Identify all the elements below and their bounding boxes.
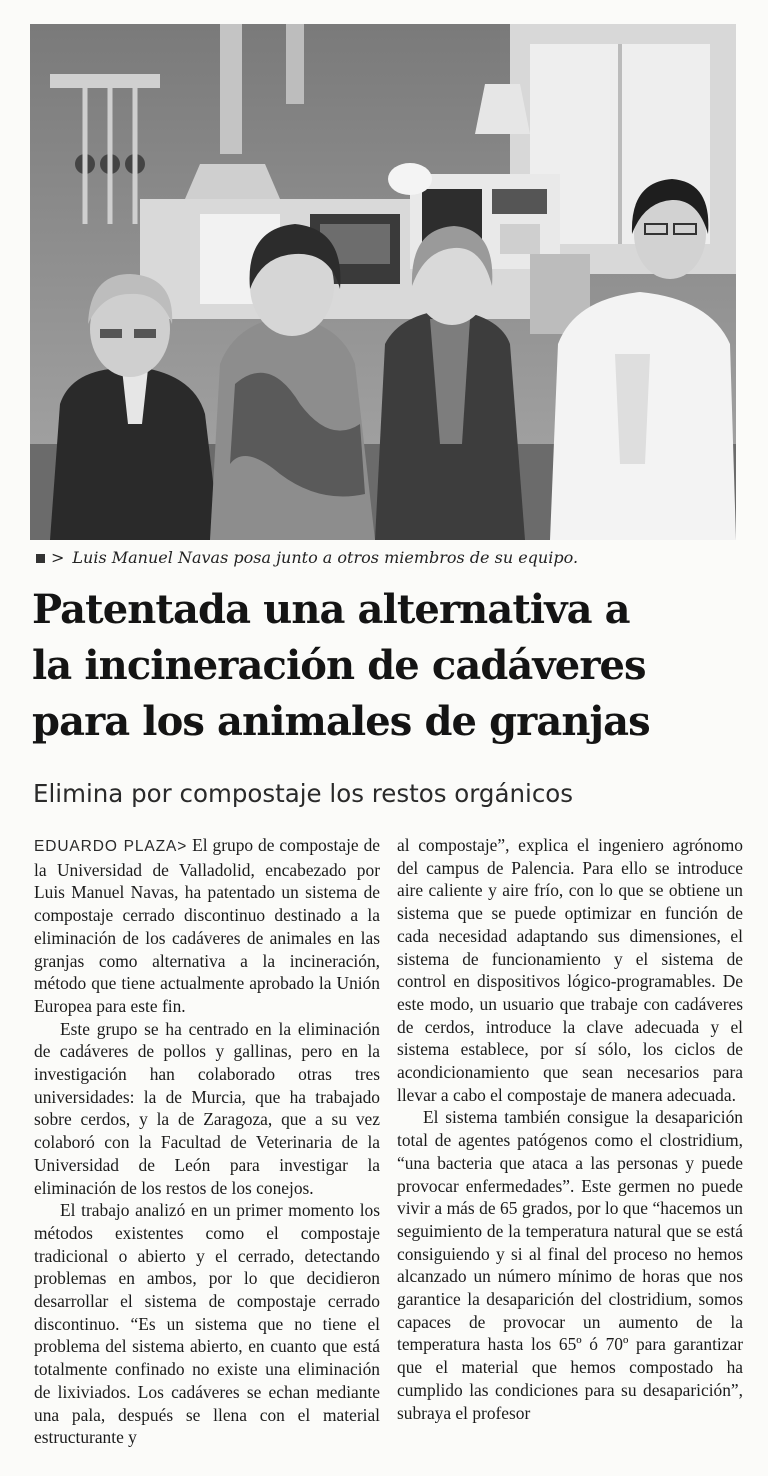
subheadline: Elimina por compostaje los restos orgánicos	[33, 779, 574, 808]
article-column-left	[34, 834, 380, 1449]
caption-marker: >	[51, 548, 65, 567]
headline-line-1: Patentada una alternativa a	[32, 586, 630, 633]
photo-caption	[36, 545, 736, 571]
paragraph-text: El grupo de compostaje de la Universidad de Valladolid, encabezado por Luis Manuel Navas, ha patentado un sistema de compostaje cerrado discontinuo destinado a la eliminación de los cadáveres de animales en las granjas como alternativa a la incineración, método que tiene actualmente aprobado la Unión Europea para este fin.	[34, 835, 380, 1016]
article-paragraph: al compostaje”, explica el ingeniero agrónomo del campus de Palencia. Para ello se introduce aire caliente y aire frío, con lo que se obtiene un sistema que se puede optimizar en función de cada necesidad adaptando sus dimensiones, el sistema de funcionamiento y el sistema de control en dispositivos lógico-programables. De este modo, un usuario que trabaje con cadáveres de cerdos, introduce la clave adecuada y el sistema establece, por sí sólo, los ciclos de acondicionamiento que sean necesarios para llevar a cabo el compostaje de manera adecuada.	[397, 835, 743, 1105]
article-paragraph: El sistema también consigue la desaparición total de agentes patógenos como el clostridium, “una bacteria que ataca a las personas y puede provocar enfermedades”. Este germen no puede vivir a más de 65 grados, por lo que “hacemos un seguimiento de la temperatura natural que se está consiguiendo y si al final del proceso no hemos alcanzado un número mínimo de horas que nos garantice la desaparición del clostridium, somos capaces de provocar un aumento de la temperatura hasta los 65º ó 70º para garantizar que el material que hemos compostado ha cumplido las condiciones para su desaparición”, subraya el profesor	[397, 1107, 743, 1423]
headline-line-2: la incineración de cadáveres	[32, 642, 646, 689]
team-photo-illustration	[30, 24, 736, 540]
article-paragraph	[34, 834, 380, 1018]
headline-line-3: para los animales de granjas	[32, 698, 650, 745]
headline	[32, 582, 738, 750]
article-column-right	[397, 834, 743, 1424]
team-photo	[30, 24, 736, 540]
article-paragraph: El trabajo analizó en un primer momento los métodos existentes como el compostaje tradicional o abierto y el cerrado, detectando problemas en ambos, por lo que decidieron desarrollar el sistema de compostaje cerrado discontinuo. “Es un sistema que no tiene el problema del sistema abierto, en cuanto que está totalmente confinado no existe una eliminación de lixiviados. Los cadáveres se echan mediante una pala, después se llena con el material estructurante y	[34, 1200, 380, 1448]
caption-bullet-icon	[36, 554, 45, 563]
caption-text: Luis Manuel Navas posa junto a otros miembros de su equipo.	[72, 548, 579, 567]
article-paragraph: Este grupo se ha centrado en la eliminación de cadáveres de pollos y gallinas, pero en la investigación han colaborado otras tres universidades: la de Murcia, que ha trabajado sobre cerdos, y la de Zaragoza, que a su vez colaboró con la Facultad de Veterinaria de la Universidad de León para investigar la eliminación de los restos de los conejos.	[34, 1018, 380, 1198]
byline: EDUARDO PLAZA>	[34, 838, 188, 855]
